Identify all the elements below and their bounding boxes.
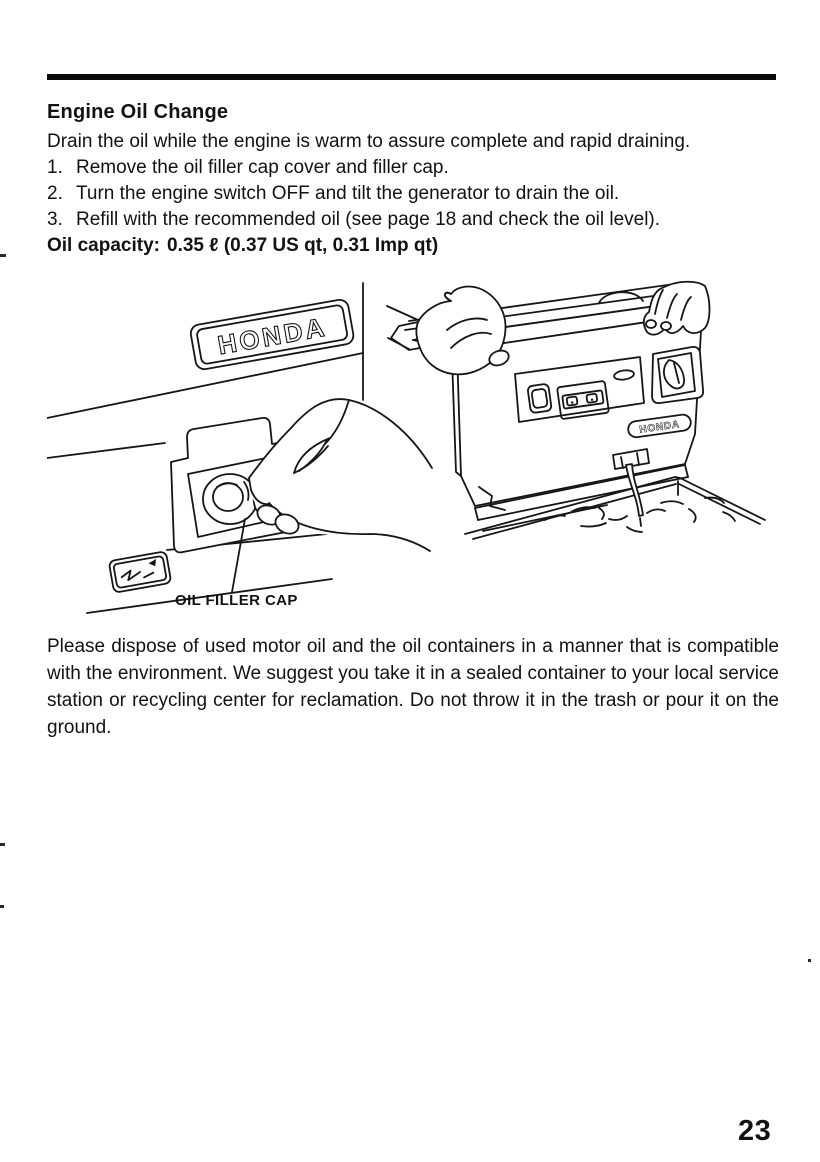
step-text: Remove the oil filler cap cover and filler cap. bbox=[76, 157, 449, 178]
step-number: 1. bbox=[47, 157, 63, 178]
scan-artifact bbox=[0, 843, 5, 846]
figure-oil-change bbox=[47, 272, 792, 624]
step-text: Refill with the recommended oil (see page 18 and check the oil level). bbox=[76, 209, 661, 230]
honda-badge-text: HONDA bbox=[215, 311, 330, 361]
caution-label bbox=[109, 551, 172, 593]
header-rule bbox=[47, 74, 776, 80]
left-forearm bbox=[387, 306, 418, 349]
oil-capacity-label: Oil capacity: bbox=[47, 235, 160, 256]
scan-artifact bbox=[808, 959, 811, 962]
step-item-2 bbox=[47, 181, 778, 207]
section-title: Engine Oil Change bbox=[47, 101, 229, 123]
oil-capacity-value: 0.35 ℓ (0.37 US qt, 0.31 Imp qt) bbox=[167, 235, 439, 256]
honda-badge-small-text: HONDA bbox=[638, 419, 681, 436]
oil-change-illustration bbox=[47, 272, 792, 624]
disposal-note: Please dispose of used motor oil and the oil containers in a manner that is compatible with the environment. We suggest you take it in a sealed container to your local service station or recycling center for reclamation. Do not throw it in the trash or pour it on the ground. bbox=[47, 636, 779, 738]
intro-text: Drain the oil while the engine is warm to assure complete and rapid draining. bbox=[47, 131, 691, 152]
figure-caption: OIL FILLER CAP bbox=[175, 592, 298, 609]
step-item-1 bbox=[47, 155, 778, 181]
left-hand-on-handle bbox=[391, 287, 511, 375]
oil-capacity-line bbox=[47, 233, 778, 259]
steps-list bbox=[47, 155, 778, 233]
right-hand-on-handle bbox=[644, 282, 710, 335]
scan-artifact bbox=[0, 905, 4, 908]
page-number: 23 bbox=[738, 1115, 772, 1147]
recoil-starter bbox=[652, 347, 703, 403]
scan-artifact bbox=[0, 254, 6, 257]
step-number: 2. bbox=[47, 183, 63, 204]
section-engine-oil-change bbox=[47, 101, 778, 259]
step-item-3 bbox=[47, 207, 778, 233]
step-text: Turn the engine switch OFF and tilt the generator to drain the oil. bbox=[76, 183, 620, 204]
step-number: 3. bbox=[47, 209, 63, 230]
